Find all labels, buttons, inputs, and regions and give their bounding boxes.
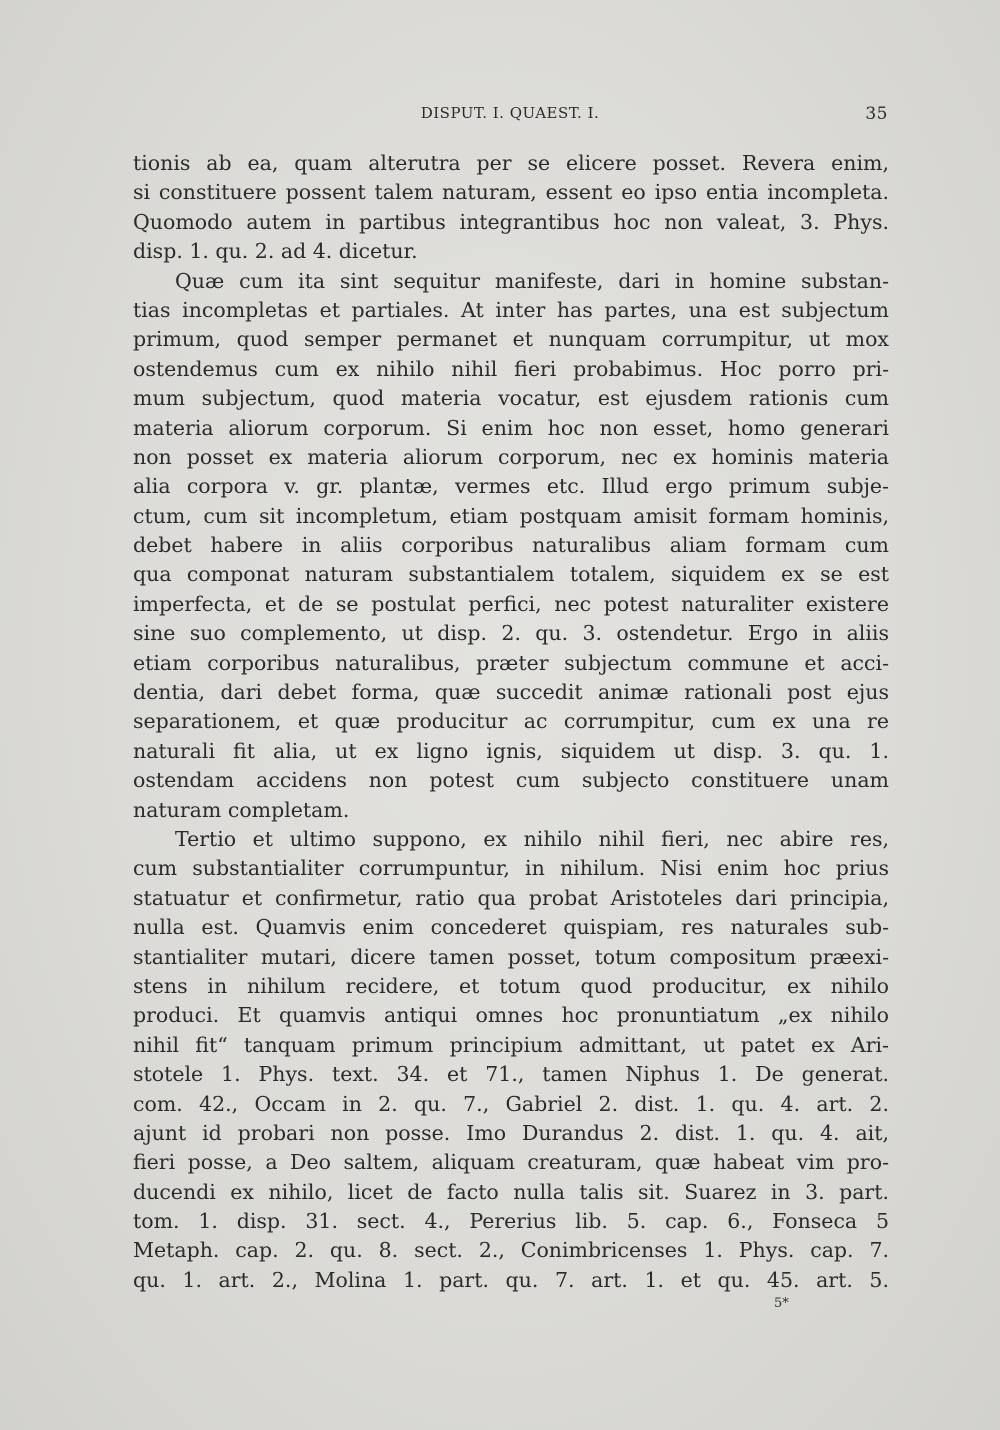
text-line: mum subjectum, quod materia vocatur, est ejusdem rationis cum xyxy=(133,386,889,411)
text-line: fieri posse, a Deo saltem, aliquam creaturam, quæ habeat vim pro- xyxy=(133,1150,889,1175)
text-line: naturam completam. xyxy=(133,797,350,822)
text-line: com. 42., Occam in 2. qu. 7., Gabriel 2. dist. 1. qu. 4. art. 2. xyxy=(133,1091,889,1116)
text-line: naturali fit alia, ut ex ligno ignis, siquidem ut disp. 3. qu. 1. xyxy=(133,738,889,763)
text-line: si constituere possent talem naturam, essent eo ipso entia incompleta. xyxy=(133,180,889,205)
running-title: DISPUT. I. QUAEST. I. xyxy=(420,104,600,122)
body-text xyxy=(133,149,889,1295)
text-line: ostendam accidens non potest cum subjecto constituere unam xyxy=(133,768,889,793)
text-line: Tertio et ultimo suppono, ex nihilo nihil fieri, nec abire res, xyxy=(175,826,889,851)
text-line: qua componat naturam substantialem totalem, siquidem ex se est xyxy=(133,562,889,587)
text-line: debet habere in aliis corporibus naturalibus aliam formam cum xyxy=(133,533,889,558)
text-line: stens in nihilum recidere, et totum quod producitur, ex nihilo xyxy=(133,973,889,998)
text-line: non posset ex materia aliorum corporum, nec ex hominis materia xyxy=(133,444,889,469)
text-line: stantialiter mutari, dicere tamen posset, totum compositum præexi- xyxy=(133,944,889,969)
text-line: imperfecta, et de se postulat perfici, nec potest naturaliter existere xyxy=(133,591,889,616)
text-line: Metaph. cap. 2. qu. 8. sect. 2., Conimbricenses 1. Phys. cap. 7. xyxy=(133,1238,889,1263)
text-line: nihil fit“ tanquam primum principium admittant, ut patet ex Ari- xyxy=(133,1032,889,1057)
text-line: sine suo complemento, ut disp. 2. qu. 3. ostendetur. Ergo in aliis xyxy=(133,621,889,646)
text-line: ostendemus cum ex nihilo nihil fieri probabimus. Hoc porro pri- xyxy=(133,356,889,381)
text-line: nulla est. Quamvis enim concederet quispiam, res naturales sub- xyxy=(133,915,889,940)
text-line: cum substantialiter corrumpuntur, in nihilum. Nisi enim hoc prius xyxy=(133,856,889,881)
text-line: separationem, et quæ producitur ac corrumpitur, cum ex una re xyxy=(133,709,889,734)
text-line: Quomodo autem in partibus integrantibus hoc non valeat, 3. Phys. xyxy=(133,209,889,234)
text-line: tias incompletas et partiales. At inter has partes, una est subjectum xyxy=(133,297,889,322)
running-head xyxy=(132,104,888,128)
text-line: Quæ cum ita sint sequitur manifeste, dari in homine substan- xyxy=(175,268,889,293)
text-line: produci. Et quamvis antiqui omnes hoc pronuntiatum „ex nihilo xyxy=(133,1003,889,1028)
text-line: statuatur et confirmetur, ratio qua probat Aristoteles dari principia, xyxy=(133,885,889,910)
text-line: primum, quod semper permanet et nunquam corrumpitur, ut mox xyxy=(133,327,889,352)
text-line: disp. 1. qu. 2. ad 4. dicetur. xyxy=(133,239,418,264)
text-line: dentia, dari debet forma, quæ succedit animæ rationali post ejus xyxy=(133,680,889,705)
text-line: ajunt id probari non posse. Imo Durandus 2. dist. 1. qu. 4. ait, xyxy=(133,1120,889,1145)
page-number: 35 xyxy=(865,104,888,124)
text-line: qu. 1. art. 2., Molina 1. part. qu. 7. art. 1. et qu. 45. art. 5. xyxy=(133,1267,889,1292)
text-line: tionis ab ea, quam alterutra per se elicere posset. Revera enim, xyxy=(133,151,889,175)
text-line: ctum, cum sit incompletum, etiam postquam amisit formam hominis, xyxy=(133,503,889,528)
signature-mark: 5* xyxy=(774,1296,789,1311)
text-line: ducendi ex nihilo, licet de facto nulla talis sit. Suarez in 3. part. xyxy=(133,1179,889,1204)
text-line: stotele 1. Phys. text. 34. et 71., tamen Niphus 1. De generat. xyxy=(133,1062,889,1087)
text-line: etiam corporibus naturalibus, præter subjectum commune et acci- xyxy=(133,650,889,675)
text-line: alia corpora v. gr. plantæ, vermes etc. Illud ergo primum subje- xyxy=(133,474,889,499)
text-line: materia aliorum corporum. Si enim hoc non esset, homo generari xyxy=(133,415,889,440)
text-line: tom. 1. disp. 31. sect. 4., Pererius lib. 5. cap. 6., Fonseca 5 xyxy=(133,1209,889,1234)
